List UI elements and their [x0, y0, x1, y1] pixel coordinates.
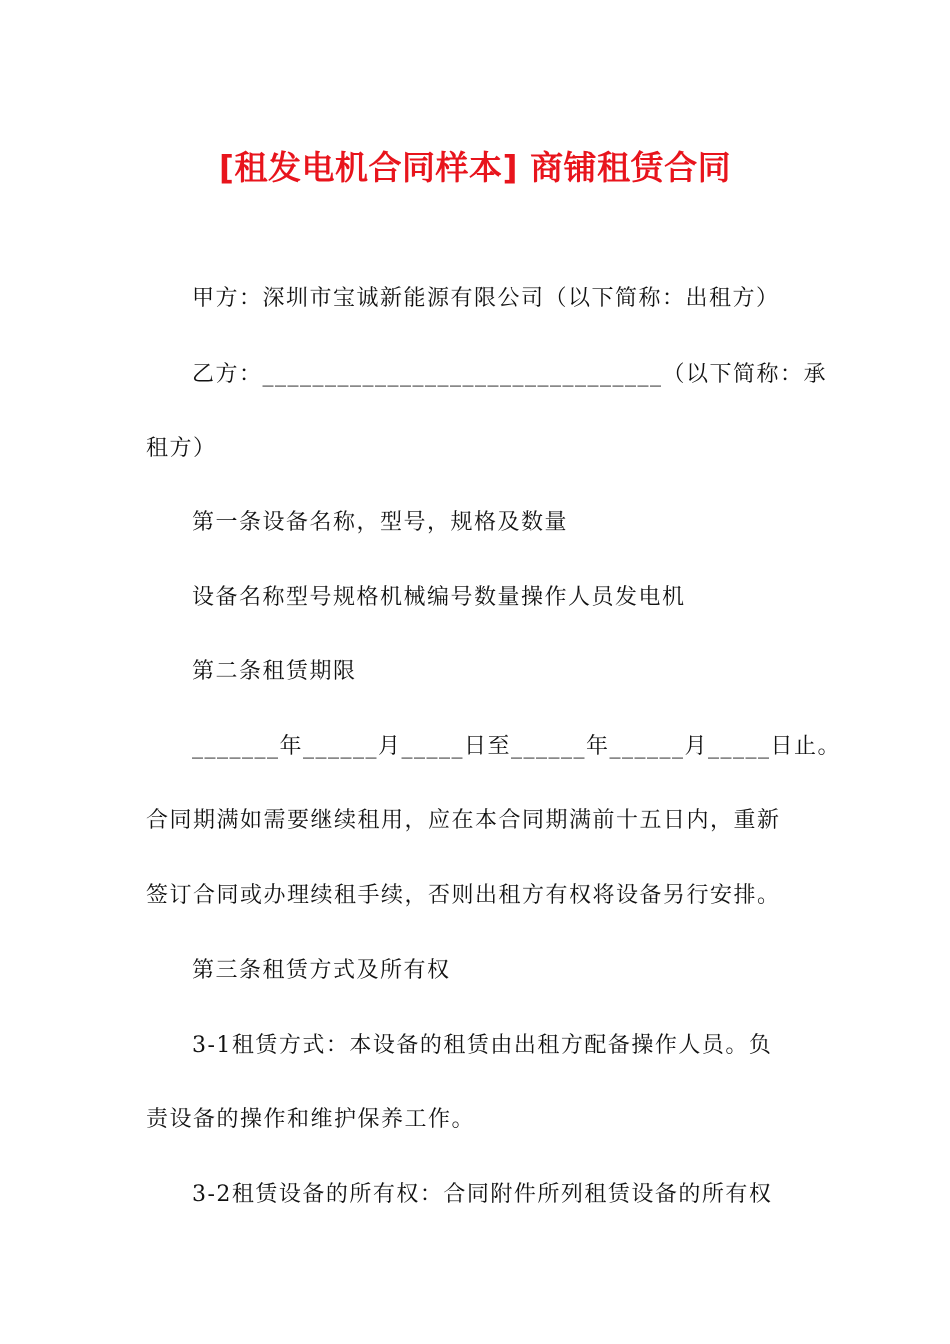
- clause-3-1-line-1: 3-1租赁方式：本设备的租赁由出租方配备操作人员。负: [192, 1033, 773, 1058]
- party-b-line: 乙方：________________________________（以下简称：承: [192, 362, 828, 387]
- lease-period-line: _______年______月_____日至______年______月_____日止。: [192, 734, 842, 759]
- document-title: [租发电机合同样本] 商铺租赁合同: [218, 148, 732, 187]
- equipment-columns-line: 设备名称型号规格机械编号数量操作人员发电机: [192, 585, 686, 610]
- renewal-paragraph-line-2: 签订合同或办理续租手续，否则出租方有权将设备另行安排。: [146, 883, 781, 908]
- renewal-paragraph-line-1: 合同期满如需要继续租用，应在本合同期满前十五日内，重新: [146, 808, 781, 833]
- clause-3-1-line-2: 责设备的操作和维护保养工作。: [146, 1107, 476, 1132]
- party-b-line-continued: 租方）: [146, 436, 217, 461]
- article-2-heading: 第二条租赁期限: [192, 659, 357, 684]
- party-a-line: 甲方：深圳市宝诚新能源有限公司（以下简称：出租方）: [192, 286, 780, 311]
- article-3-heading: 第三条租赁方式及所有权: [192, 958, 451, 983]
- article-1-heading: 第一条设备名称，型号，规格及数量: [192, 510, 569, 535]
- clause-3-2-line-1: 3-2租赁设备的所有权：合同附件所列租赁设备的所有权: [192, 1182, 773, 1207]
